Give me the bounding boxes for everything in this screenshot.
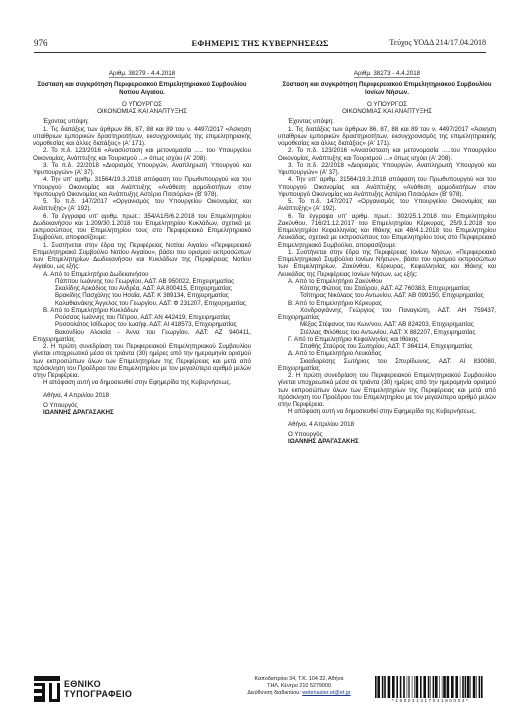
member-entry: Τσίπηρας Νικόλαος του Αντωνίου, ΑΔΤ: ΑΒ 099150, Επιχειρηματίας	[300, 292, 484, 300]
closing-paragraphs	[278, 372, 496, 416]
printing-office-logo-icon	[34, 676, 60, 702]
member-entry: Πάππου Ιωάννης του Γεωργίου, ΑΔΤ: ΑΒ 950022, Επιχειρηματίας	[55, 277, 235, 285]
barcode-bar	[442, 676, 443, 698]
consideration-item: 6. Τα έγγραφα υπ' αριθμ. πρωτ.: 354/Α1/5/6.2.2018 του Επιμελητηρίου Δωδεκανήσου και 1.209/30.1.2018 του Επιμελητηρίου Κυκλάδων, σχετικά με εκπροσώπους του Επιμελητηρίου τους στο Περιφερειακό Επιμελητηριακό Συμβούλιο, αποφασίζουμε:	[33, 212, 251, 242]
consideration-item: 1. Τις διατάξεις των άρθρων 86, 87, 88 και 89 του ν. 4497/2017 «Άσκηση υπαίθριων εμπορικών δραστηριοτήτων, εκσυγχρονισμός της επιμελητηριακής νομοθεσίας και άλλες διατάξεις» (Α' 171).	[33, 125, 251, 147]
barcode-bar	[396, 676, 398, 698]
consideration-item: 3. Το π.δ. 22/2018 «Διορισμός Υπουργών, Αναπληρωτή Υπουργού και Υφυπουργών» (Α' 37).	[278, 161, 496, 176]
members-list	[278, 278, 496, 372]
member-entry: Βακονδίου Αλοισία - Άννα του Γεωργίου, ΑΔΤ: ΑΖ 940411, Επιχειρηματίας	[33, 328, 251, 343]
closing-paragraph: Η απόφαση αυτή να δημοσιευθεί στην Εφημερίδα της Κυβερνήσεως.	[43, 379, 232, 387]
chamber-group-heading: Β. Από το Επιμελητήριο Κέρκυρας	[288, 299, 382, 307]
decision-number: Αριθμ. 38273 - 4.4.2018	[353, 70, 421, 77]
barcode-bar	[451, 676, 454, 698]
barcode-bar	[388, 676, 391, 698]
signer-name: ΙΩΑΝΝΗΣ ΔΡΑΓΑΣΑΚΗΣ	[288, 438, 359, 445]
page-header	[34, 38, 486, 52]
consideration-item: 1. Συστήνεται στην έδρα της Περιφέρειας Ιονίων Νήσων, «Περιφερειακό Επιμελητηριακό Συμβούλιο Ιονίων Νήσων», βάσει του ορισμού εκπροσώπων των Επιμελητηρίων, Ζακύνθου, Κέρκυρας, Κεφαλληνίας και Ιθάκης και Λευκάδας της Περιφέρειας Ιονίων Νήσων, ως εξής:	[278, 248, 496, 278]
contact-block	[224, 676, 374, 697]
consideration-item: 5. Το π.δ. 147/2017 «Οργανισμός του Υπουργείου Οικονομίας και Ανάπτυξης» (Α' 192).	[278, 198, 496, 213]
signing-date: Αθήνα, 4 Απριλίου 2018	[288, 420, 355, 428]
signer-role: Ο Υπουργός	[43, 401, 78, 409]
chamber-group-heading: Α. Από το Επιμελητήριο Ζακύνθου	[288, 277, 383, 285]
barcode-bar	[400, 676, 402, 698]
chamber-group-heading: Δ. Από το Επιμελητήριο Λευκάδας	[288, 350, 382, 358]
journal-title: ΕΦΗΜΕΡΙΣ ΤΗΣ ΚΥΒΕΡΝΗΣΕΩΣ	[191, 38, 329, 48]
barcode-bar	[416, 676, 419, 698]
barcode-bar	[408, 676, 409, 698]
member-entry: Κότσης Φώτιος του Σταύρου, ΑΔΤ: ΑΖ 760383, Επιχειρηματίας	[300, 285, 470, 292]
right-column	[278, 70, 496, 445]
barcode-bar	[382, 676, 384, 698]
member-entry: Σκαλίδης Αρκάδιος του Ανδρέα, ΑΔΤ: ΑΑ 800415, Επιχειρηματίας	[55, 285, 232, 292]
consideration-item: 4. Την υπ' αριθμ. 31564/19.3.2018 απόφαση του Πρωθυπουργού και του Υπουργού Οικονομίας και Ανάπτυξης «Ανάθεση αρμοδιοτήτων στον Υφυπουργό Οικονομίας και Ανάπτυξης Αστέριο Πιτσιόρλα» (Β' 978).	[33, 176, 251, 198]
decision-title: Σύσταση και συγκρότηση Περιφερειακού Επιμελητηριακού Συμβουλίου Ιονίων Νήσων.	[282, 81, 492, 96]
barcode-bar	[435, 676, 438, 698]
closing-paragraph: 2. Η πρώτη συνεδρίαση του Περιφερειακού Επιμελητηριακού Συμβουλίου γίνεται υποχρεωτικά μέσα σε τριάντα (30) ημέρες από την ημερομηνία ορισμού των εκπροσώπων όλων των Επιμελητηρίων της Περιφέρειας και μετά από πρόσκληση του Προέδρου του Επιμελητηρίου με τον μεγαλύτερο αριθμό μελών στην Περιφέρεια.	[278, 372, 496, 408]
barcode-bar	[392, 676, 395, 698]
closing-paragraphs	[33, 343, 251, 387]
issue-reference: Τεύχος ΥΟΔΔ 214/17.04.2018	[389, 38, 486, 47]
signer-name: ΙΩΑΝΝΗΣ ΔΡΑΓΑΣΑΚΗΣ	[43, 409, 114, 416]
website-link[interactable]: webmaster.et@et.gr	[302, 690, 351, 696]
considering-label: Έχοντας υπόψη:	[288, 118, 334, 126]
member-entry: Ροσσολάτος Ισίδωρος του Ιωσήφ, ΑΔΤ: ΑΙ 418573, Επιχειρηματίας	[55, 321, 237, 329]
barcode-number: * 1 6 0 0 2 1 4 1 7 0 4 1 8 0 0 0 4 *	[392, 698, 468, 703]
barcode-bar	[476, 676, 477, 698]
barcode-bar	[467, 676, 470, 698]
members-list	[33, 271, 251, 344]
closing-paragraph: 2. Η πρώτη συνεδρίαση του Περιφερειακού Επιμελητηριακού Συμβουλίου γίνεται υποχρεωτικά μέσα σε τριάντα (30) ημέρες από την ημερομηνία ορισμού των εκπροσώπων όλων των Επιμελητηρίων της Περιφέρειας και μετά από πρόσκληση του Προέδρου του Επιμελητηρίου με τον μεγαλύτερο αριθμό μελών στην Περιφέρεια.	[33, 343, 251, 379]
address: Καποδιστρίου 34, Τ.Κ. 104 32, Αθήνα	[254, 676, 344, 682]
considerations-list	[278, 126, 496, 278]
barcode-bar	[455, 676, 458, 698]
barcode	[374, 674, 486, 700]
member-entry: Ρούσσος Ιωάννης του Πέτρου, ΑΔΤ: ΑΝ 442419, Επιχειρηματίας	[55, 314, 231, 321]
chamber-group-heading: Γ. Από το Επιμελητήριο Κεφαλληνίας και Ιθάκης	[288, 335, 419, 343]
barcode-bar	[481, 676, 483, 698]
closing-paragraph: Η απόφαση αυτή να δημοσιευθεί στην Εφημερίδα της Κυβερνήσεως.	[288, 408, 477, 416]
barcode-bar	[407, 676, 408, 698]
chamber-group-heading: Α. Από το Επιμελητήριο Δωδεκανήσου	[43, 270, 149, 278]
chamber-group-heading: Β. Από το Επιμελητήριο Κυκλάδων	[43, 306, 139, 314]
barcode-bar	[412, 676, 413, 698]
authority: Ο ΥΠΟΥΡΓΟΣ	[367, 100, 407, 108]
decision-title: Σύσταση και συγκρότηση Περιφερειακού Επιμελητηριακού Συμβουλίου Νοτίου Αιγαίου.	[37, 81, 247, 96]
consideration-item: 1. Τις διατάξεις των άρθρων 86, 87, 88 και 89 του ν. 4497/2017 «Άσκηση υπαίθριων εμπορικών δραστηριοτήτων, εκσυγχρονισμός της επιμελητηριακής νομοθεσίας και άλλες διατάξεις» (Α' 171).	[278, 125, 496, 147]
consideration-item: 4. Την υπ' αριθμ. 31564/19.3.2018 απόφαση του Πρωθυπουργού και του Υπουργού Οικονομίας και Ανάπτυξης «Ανάθεση αρμοδιοτήτων στον Υφυπουργό Οικονομίας και Ανάπτυξης Αστέριο Πιτσιόρλα» (Β' 978).	[278, 176, 496, 198]
considering-label: Έχοντας υπόψη:	[43, 118, 89, 126]
barcode-bar	[377, 676, 380, 698]
logo-line-1: ΕΘΝΙΚΟ	[64, 679, 101, 689]
barcode-bar	[439, 676, 440, 698]
barcode-bar	[479, 676, 481, 698]
left-column	[33, 70, 251, 416]
page-number: 976	[34, 38, 48, 48]
signing-date: Αθήνα, 4 Απριλίου 2018	[43, 391, 110, 399]
barcode-bar	[433, 676, 435, 698]
consideration-item: 2. Το π.δ. 123/2016 «Ανασύσταση και μετονομασία ..... του Υπουργείου Οικονομίας, Ανάπτυξης και Τουρισμού ...» όπως ισχύει (Α' 208).	[33, 147, 251, 162]
decision-number: Αριθμ. 38279 - 4.4.2018	[108, 70, 176, 77]
logo-line-2: ΤΥΠΟΓΡΑΦΕΙΟ	[64, 689, 133, 699]
barcode-bar	[403, 676, 405, 698]
phone: ΤΗΛ. Κέντρο 210 5279000	[267, 683, 331, 689]
national-printing-office-logo	[34, 676, 154, 702]
header-divider	[34, 52, 486, 53]
consideration-item: 1. Συστήνεται στην έδρα της Περιφέρειας Νοτίου Αιγαίου «Περιφερειακό Επιμελητηριακό Συμβούλιο Νοτίου Αιγαίου», βάσει του ορισμού εκπροσώπων των Επιμελητηρίων Δωδεκανήσου και Κυκλάδων της Περιφέρειας Νοτίου Αιγαίου, ως εξής:	[33, 241, 251, 271]
consideration-item: 5. Το π.δ. 147/2017 «Οργανισμός του Υπουργείου Οικονομίας και Ανάπτυξης» (Α' 192).	[33, 198, 251, 213]
barcode-bar	[443, 676, 446, 698]
barcode-bar	[430, 676, 431, 698]
barcode-bar	[409, 676, 410, 698]
barcode-bar	[473, 676, 476, 698]
barcode-bar	[460, 676, 461, 698]
consideration-item: 3. Το π.δ. 22/2018 «Διορισμός Υπουργών, Αναπληρωτή Υπουργού και Υφυπουργών» (Α' 37).	[33, 161, 251, 176]
consideration-item: 2. Το π.δ. 123/2016 «Ανασύσταση και μετονομασία .....του Υπουργείου Οικονομίας, Ανάπτυξης και Τουρισμού ...» όπως ισχύει (Α' 208).	[278, 147, 496, 162]
ministry: ΟΙΚΟΝΟΜΙΑΣ ΚΑΙ ΑΝΑΠΤΥΞΗΣ	[97, 108, 187, 115]
signer-role: Ο Υπουργός	[288, 430, 323, 438]
member-entry: Μέξας Στέφανος του Κων/νου, ΑΔΤ: ΑΒ 824203, Επιχειρηματίας	[300, 321, 474, 329]
website-label: Διεύθυνση διαδικτύου:	[247, 690, 301, 696]
barcode-bar	[384, 676, 386, 698]
barcode-bar	[414, 676, 415, 698]
barcode-bar	[420, 676, 422, 698]
page-footer	[34, 674, 486, 704]
ministry: ΟΙΚΟΝΟΜΙΑΣ ΚΑΙ ΑΝΑΠΤΥΞΗΣ	[342, 108, 432, 115]
member-entry: Βρακίδης Πασχάλης του Ησαΐα, ΑΔΤ: Κ 389134, Επιχειρηματίας	[55, 292, 229, 300]
authority: Ο ΥΠΟΥΡΓΟΣ	[122, 100, 162, 108]
barcode-bar	[462, 676, 464, 698]
barcode-bar	[428, 676, 430, 698]
member-entry: Στέλλας Φιλόθεος του Αντωνίου, ΑΔΤ: Χ 882207, Επιχειρηματίας	[300, 328, 476, 336]
barcode-bar	[423, 676, 426, 698]
considerations-list	[33, 126, 251, 271]
barcode-bar	[465, 676, 467, 698]
barcode-bar	[375, 676, 377, 698]
member-entry: Καλαθιανάκης Άγγελος του Γεωργίου, ΑΔΤ: Φ 231207, Επιχειρηματίας	[55, 299, 246, 307]
barcode-bar	[470, 676, 471, 698]
consideration-item: 6. Τα έγγραφα υπ' αριθμ. πρωτ.: 302/25.1.2018 του Επιμελητηρίου Ζακύνθου, 716/21.12.2017 του Επιμελητηρίου Κέρκυρας, 25/9.1.2018 του Επιμελητηρίου Κεφαλληνίας και Ιθάκης και 48/4.1.2018 του Επιμελητηρίου Λευκάδας, σχετικά με εκπροσώπους του Επιμελητηρίου τους στο Περιφερειακό Επιμελητηριακό Συμβούλιο, αποφασίζουμε:	[278, 212, 496, 249]
member-entry: Σπαθής Σταύρος του Σωτηρίου, ΑΔΤ: Τ 364114, Επιχειρηματίας	[300, 343, 473, 350]
member-entry: Χονδρογιάννης Γεώργιος του Παναγιώτη, ΑΔΤ: ΑΗ 759437, Επιχειρηματίας	[278, 306, 496, 321]
barcode-bar	[447, 676, 450, 698]
member-entry: Σκιαδαρέσης Σωτήριος του Σπυρίδωνος, ΑΔΤ: ΑΙ 830080, Επιχειρηματίας	[278, 357, 496, 372]
